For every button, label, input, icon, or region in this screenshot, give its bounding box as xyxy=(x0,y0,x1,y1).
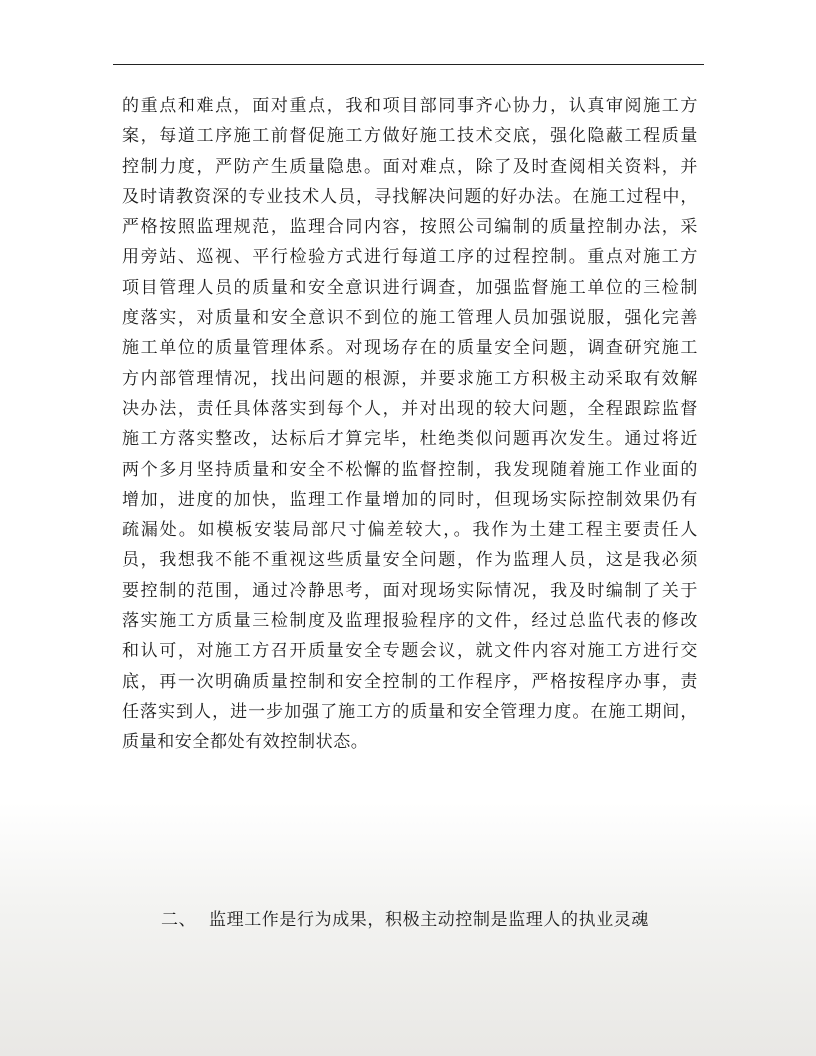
paragraph-line: 疏漏处。如模板安装局部尺寸偏差较大，。我作为土建工程主要责任人 xyxy=(122,520,698,541)
paragraph-line: 增加，进度的加快，监理工作量增加的同时，但现场实际控制效果仍有 xyxy=(122,489,698,510)
paragraph-line: 员，我想我不能不重视这些质量安全问题，作为监理人员，这是我必须 xyxy=(122,550,698,571)
section-heading xyxy=(161,905,649,935)
paragraph-line: 质量和安全都处有效控制状态。 xyxy=(122,732,369,753)
paragraph-line: 度落实，对质量和安全意识不到位的施工管理人员加强说服，强化完善 xyxy=(122,308,698,329)
section-title: 监理工作是行为成果，积极主动控制是监理人的执业灵魂 xyxy=(209,910,649,930)
paragraph-line: 要控制的范围，通过冷静思考，面对现场实际情况，我及时编制了关于 xyxy=(122,580,698,601)
header-rule xyxy=(113,64,704,65)
paragraph-line: 案，每道工序施工前督促施工方做好施工技术交底，强化隐蔽工程质量 xyxy=(122,126,698,147)
paragraph-line: 方内部管理情况，找出问题的根源，并要求施工方积极主动采取有效解 xyxy=(122,368,698,389)
paragraph-line: 施工单位的质量管理体系。对现场存在的质量安全问题，调查研究施工 xyxy=(122,338,698,359)
paragraph-line: 落实施工方质量三检制度及监理报验程序的文件，经过总监代表的修改 xyxy=(122,611,698,632)
body-paragraph xyxy=(122,91,698,758)
paragraph-line: 的重点和难点，面对重点，我和项目部同事齐心协力，认真审阅施工方 xyxy=(122,96,698,116)
paragraph-line: 决办法，责任具体落实到每个人，并对出现的较大问题，全程跟踪监督 xyxy=(122,398,698,419)
paragraph-line: 施工方落实整改，达标后才算完毕，杜绝类似问题再次发生。通过将近 xyxy=(122,429,698,450)
paragraph-line: 项目管理人员的质量和安全意识进行调查，加强监督施工单位的三检制 xyxy=(122,277,698,298)
paragraph-line: 控制力度，严防产生质量隐患。面对难点，除了及时查阅相关资料，并 xyxy=(122,156,698,177)
paragraph-line: 及时请教资深的专业技术人员，寻找解决问题的好办法。在施工过程中， xyxy=(122,186,698,207)
section-number: 二、 xyxy=(161,910,197,930)
paragraph-line: 两个多月坚持质量和安全不松懈的监督控制，我发现随着施工作业面的 xyxy=(122,459,698,480)
paragraph-line: 和认可，对施工方召开质量安全专题会议，就文件内容对施工方进行交 xyxy=(122,641,698,662)
paragraph-line: 任落实到人，进一步加强了施工方的质量和安全管理力度。在施工期间， xyxy=(122,701,698,722)
paragraph-line: 用旁站、巡视、平行检验方式进行每道工序的过程控制。重点对施工方 xyxy=(122,247,698,268)
paragraph-line: 严格按照监理规范，监理合同内容，按照公司编制的质量控制办法，采 xyxy=(122,217,698,238)
paragraph-line: 底，再一次明确质量控制和安全控制的工作程序，严格按程序办事，责 xyxy=(122,671,698,692)
